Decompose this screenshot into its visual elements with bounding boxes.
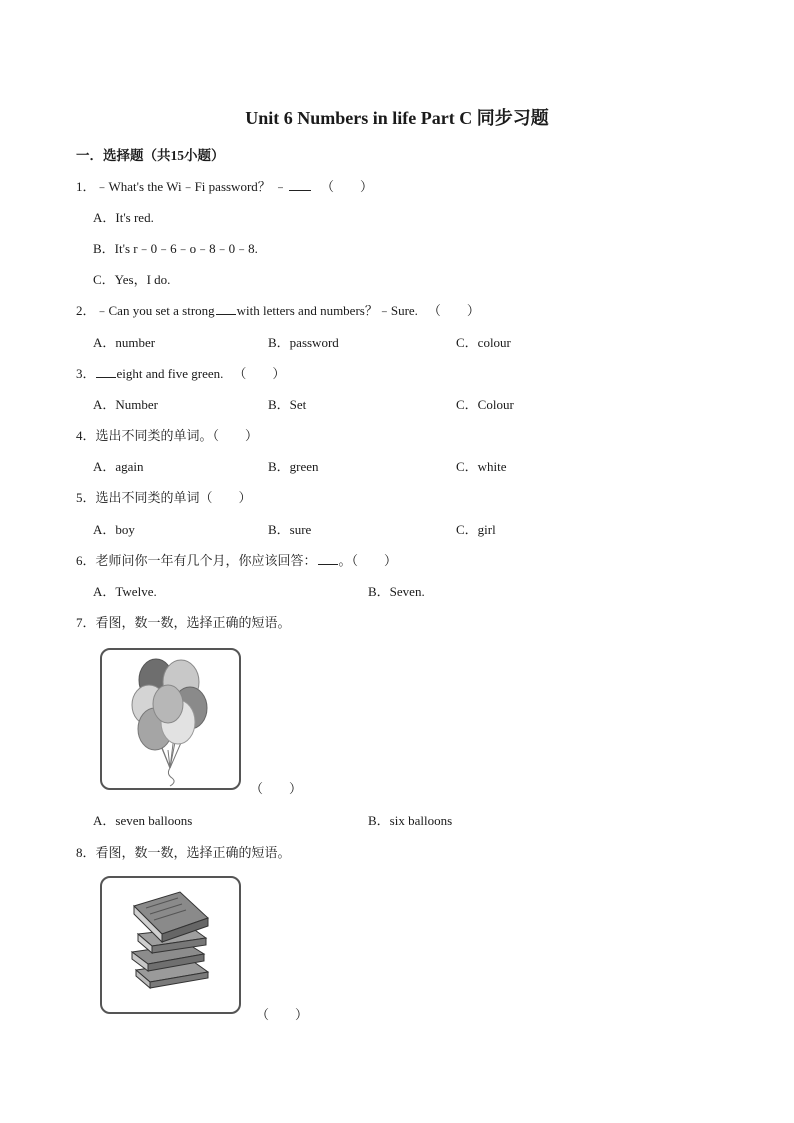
question-number: 1． — [76, 179, 96, 194]
option-b[interactable]: B．green — [268, 459, 319, 474]
question-text: 选出不同类的单词（ ） — [95, 490, 252, 505]
option-b[interactable]: B．Set — [268, 397, 307, 412]
option-c[interactable]: C．white — [456, 459, 507, 474]
answer-blank[interactable] — [318, 553, 338, 565]
question-2 — [76, 300, 480, 319]
answer-parentheses: （ ） — [256, 1007, 309, 1022]
option-c[interactable]: C．Colour — [456, 397, 514, 412]
question-number: 2． — [76, 303, 96, 318]
question-text: 看图，数一数，选择正确的短语。 — [95, 845, 291, 860]
option-a[interactable]: A．seven balloons — [93, 813, 193, 828]
question-number: 6． — [76, 553, 96, 568]
answer-parentheses: （ ） — [427, 303, 480, 318]
option-b[interactable]: B．Seven. — [368, 584, 425, 599]
answer-parentheses: （ ） — [250, 781, 303, 796]
question-4 — [76, 425, 258, 444]
option-a[interactable]: A．again — [93, 459, 144, 474]
answer-blank[interactable] — [96, 366, 116, 378]
option-a[interactable]: A．Twelve. — [93, 584, 157, 599]
page-title: Unit 6 Numbers in life Part C 同步习题 — [245, 108, 549, 128]
question-text: ﹣Can you set a strong — [95, 303, 215, 318]
answer-parentheses: （ ） — [321, 179, 374, 194]
answer-blank[interactable] — [289, 179, 311, 191]
option-b[interactable]: B．sure — [268, 522, 312, 537]
balloons-illustration — [102, 650, 239, 788]
option-c[interactable]: C．girl — [456, 522, 496, 537]
question-8 — [76, 842, 291, 861]
question-text: 选出不同类的单词。（ ） — [95, 428, 259, 443]
question-number: 7． — [76, 615, 96, 630]
option-a[interactable]: A．number — [93, 335, 156, 350]
question-number: 3． — [76, 366, 96, 381]
books-illustration — [102, 878, 239, 1012]
question-text: ﹣What's the Wi﹣Fi password？ ﹣ — [95, 179, 288, 194]
option-b[interactable]: B．password — [268, 335, 339, 350]
question-6 — [76, 550, 397, 569]
answer-blank[interactable] — [216, 303, 236, 315]
answer-parentheses: 。（ ） — [338, 553, 398, 568]
question-text-cont: with letters and numbers？﹣Sure. — [236, 303, 418, 318]
balloons-image — [100, 648, 241, 790]
question-text: eight and five green. — [116, 366, 224, 381]
option-c[interactable]: C．Yes，I do. — [93, 272, 171, 287]
question-7 — [76, 612, 291, 631]
question-number: 8． — [76, 845, 96, 860]
option-a[interactable]: A．Number — [93, 397, 158, 412]
question-1 — [76, 176, 373, 195]
question-text: 看图，数一数，选择正确的短语。 — [95, 615, 291, 630]
question-number: 4． — [76, 428, 96, 443]
option-a[interactable]: A．boy — [93, 522, 135, 537]
option-c[interactable]: C．colour — [456, 335, 511, 350]
option-a[interactable]: A．It's red. — [93, 210, 154, 225]
question-number: 5． — [76, 490, 96, 505]
question-text: 老师问你一年有几个月，你应该回答： — [95, 553, 317, 568]
question-5 — [76, 487, 252, 506]
section-heading: 一．选择题（共15小题） — [76, 148, 225, 163]
option-b[interactable]: B．six balloons — [368, 813, 453, 828]
question-3 — [76, 363, 285, 382]
books-image — [100, 876, 241, 1014]
answer-parentheses: （ ） — [233, 366, 286, 381]
option-b[interactable]: B．It's r﹣0﹣6﹣o﹣8﹣0﹣8. — [93, 241, 258, 256]
